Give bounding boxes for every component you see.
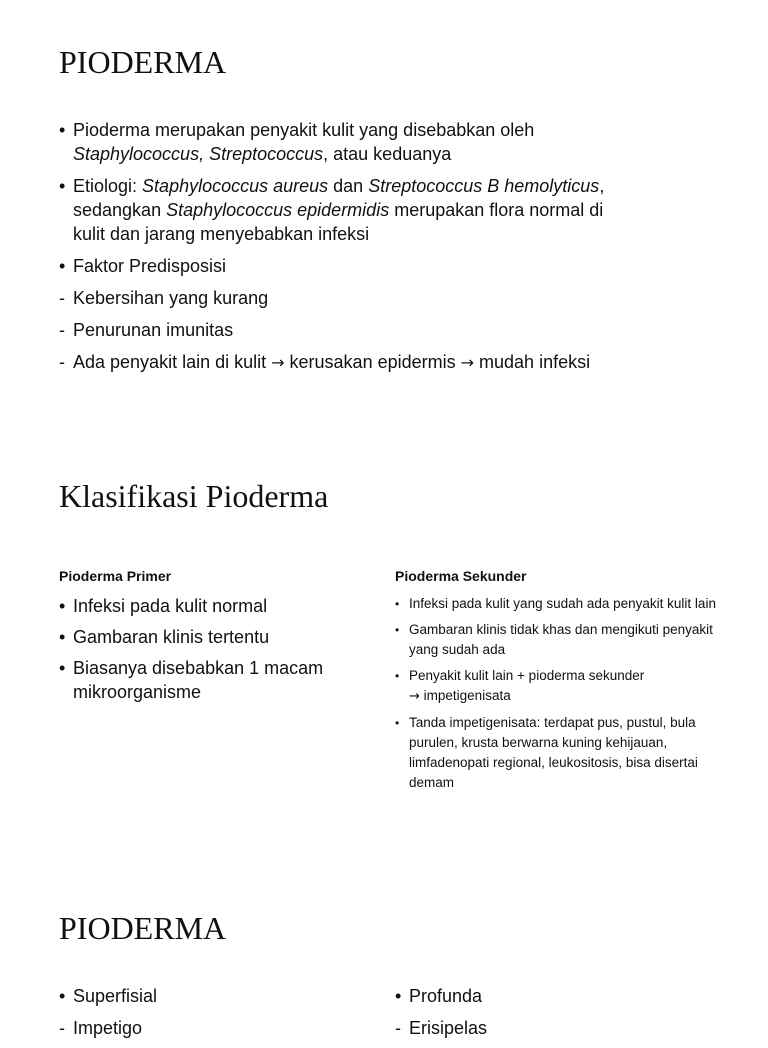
slide3-title: PIODERMA: [59, 910, 227, 946]
list-item: - Erisipelas: [395, 1018, 488, 1038]
sekunder-heading: Pioderma Sekunder: [395, 568, 527, 584]
list-item: • Tanda impetigenisata: terdapat pus, pustul, bula purulen, krusta berwarna kuning kehijauan, limfadenopati regional, leukositosis, bisa disertai demam: [395, 715, 698, 790]
list-item: • Infeksi pada kulit yang sudah ada penyakit kulit lain: [395, 594, 725, 614]
list-item: • Faktor Predisposisi: [59, 256, 227, 276]
list-item: • Gambaran klinis tidak khas dan mengikuti penyakit yang sudah ada: [395, 622, 713, 657]
slide2-title: Klasifikasi Pioderma: [59, 478, 329, 514]
superfisial-list: [59, 984, 359, 1048]
list-item: • Profunda: [395, 986, 483, 1006]
arrow-right-icon: →: [271, 353, 285, 372]
arrow-right-icon: →: [409, 689, 420, 704]
list-item: • Pioderma merupakan penyakit kulit yang disebabkan oleh Staphylococcus, Streptococcus, atau keduanya: [59, 120, 535, 164]
bullet-marker: •: [59, 256, 66, 276]
list-item: • Biasanya disebabkan 1 macam mikroorganisme: [59, 658, 324, 702]
slide1-title: PIODERMA: [59, 44, 227, 80]
primer-heading: Pioderma Primer: [59, 568, 172, 584]
slide1-bullet-list: [59, 118, 739, 383]
list-item: • Etiologi: Staphylococcus aureus dan Streptococcus B hemolyticus, sedangkan Staphylococcus epidermidis merupakan flora normal di kulit dan jarang menyebabkan infeksi: [59, 176, 605, 244]
list-item: - Impetigo: [59, 1018, 143, 1038]
bullet-marker: •: [59, 986, 66, 1006]
bullet-marker: •: [395, 986, 402, 1006]
bullet-marker: •: [395, 597, 400, 611]
list-item: - Ada penyakit lain di kulit → kerusakan epidermis → mudah infeksi: [59, 352, 591, 372]
bullet-marker: •: [59, 658, 66, 678]
sekunder-list: [395, 594, 725, 799]
bullet-marker: •: [59, 120, 66, 140]
bullet-marker: •: [395, 669, 400, 683]
list-item: • Penyakit kulit lain + pioderma sekunder → impetigenisata: [395, 668, 645, 704]
profunda-list: [395, 984, 695, 1048]
primer-list: [59, 594, 359, 711]
list-item: • Superfisial: [59, 986, 158, 1006]
list-item: - Penurunan imunitas: [59, 320, 234, 340]
list-item: - Kebersihan yang kurang: [59, 288, 269, 308]
list-item: • Infeksi pada kulit normal: [59, 596, 268, 616]
dash-marker: -: [59, 288, 65, 308]
dash-marker: -: [395, 1018, 401, 1038]
arrow-right-icon: →: [460, 353, 475, 372]
dash-marker: -: [59, 320, 65, 340]
bullet-marker: •: [395, 623, 400, 637]
bullet-marker: •: [59, 176, 66, 196]
bullet-marker: •: [395, 716, 400, 730]
bullet-marker: •: [59, 596, 66, 616]
list-item: • Gambaran klinis tertentu: [59, 627, 270, 647]
dash-marker: -: [59, 352, 65, 372]
bullet-marker: •: [59, 627, 66, 647]
dash-marker: -: [59, 1018, 65, 1038]
